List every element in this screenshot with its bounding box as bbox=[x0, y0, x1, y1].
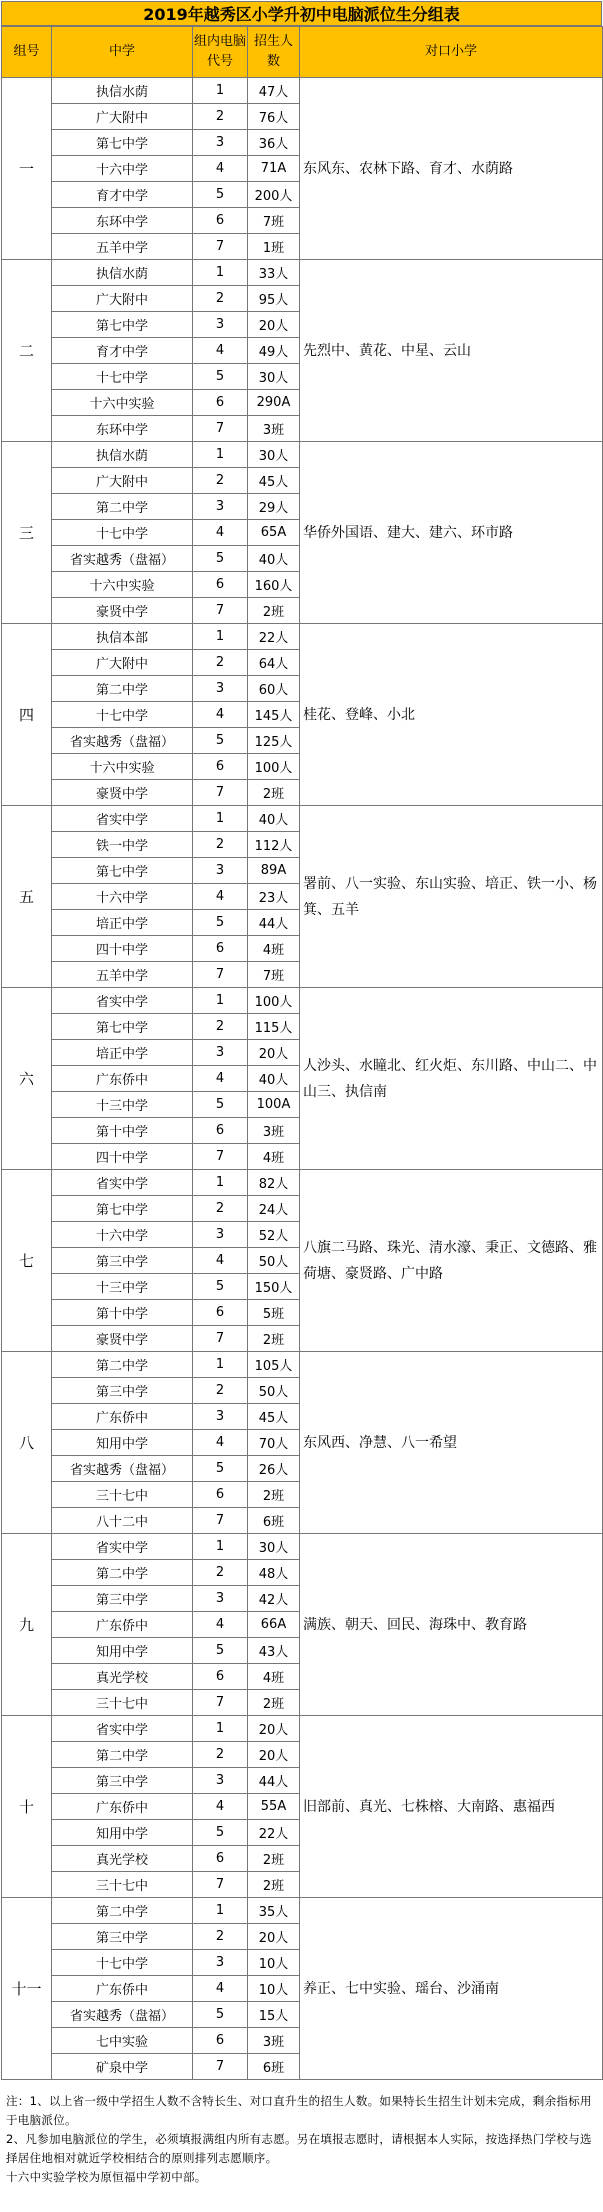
computer-code: 7 bbox=[193, 962, 248, 988]
note-3: 十六中实验学校为原恒福中学初中部。 bbox=[6, 2170, 207, 2184]
school-name: 执信水荫 bbox=[52, 260, 193, 286]
enrollment-count: 42人 bbox=[248, 1586, 300, 1612]
computer-code: 3 bbox=[193, 858, 248, 884]
computer-code: 6 bbox=[193, 754, 248, 780]
computer-code: 3 bbox=[193, 312, 248, 338]
school-name: 东环中学 bbox=[52, 208, 193, 234]
enrollment-count: 290A bbox=[248, 390, 300, 416]
computer-code: 1 bbox=[193, 988, 248, 1014]
enrollment-count: 22人 bbox=[248, 624, 300, 650]
school-name: 三十七中 bbox=[52, 1872, 193, 1898]
computer-code: 2 bbox=[193, 1196, 248, 1222]
school-name: 第三中学 bbox=[52, 1378, 193, 1404]
school-name: 豪贤中学 bbox=[52, 780, 193, 806]
school-name: 豪贤中学 bbox=[52, 1326, 193, 1352]
enrollment-count: 125人 bbox=[248, 728, 300, 754]
computer-code: 2 bbox=[193, 832, 248, 858]
computer-code: 4 bbox=[193, 884, 248, 910]
computer-code: 2 bbox=[193, 1560, 248, 1586]
enrollment-count: 33人 bbox=[248, 260, 300, 286]
school-name: 十六中学 bbox=[52, 884, 193, 910]
enrollment-count: 40人 bbox=[248, 806, 300, 832]
enrollment-count: 35人 bbox=[248, 1898, 300, 1924]
computer-code: 3 bbox=[193, 1404, 248, 1430]
enrollment-count: 3班 bbox=[248, 1118, 300, 1144]
computer-code: 1 bbox=[193, 1170, 248, 1196]
feeder-primary-schools: 八旗二马路、珠光、清水濠、秉正、文德路、雅荷塘、豪贤路、广中路 bbox=[300, 1170, 603, 1352]
school-name: 第三中学 bbox=[52, 1586, 193, 1612]
computer-code: 6 bbox=[193, 1300, 248, 1326]
school-name: 十六中实验 bbox=[52, 390, 193, 416]
enrollment-count: 100人 bbox=[248, 988, 300, 1014]
computer-code: 3 bbox=[193, 1222, 248, 1248]
school-name: 十三中学 bbox=[52, 1274, 193, 1300]
table-row bbox=[2, 1352, 603, 1378]
school-name: 广东侨中 bbox=[52, 1404, 193, 1430]
school-name: 矿泉中学 bbox=[52, 2054, 193, 2080]
enrollment-count: 7班 bbox=[248, 208, 300, 234]
enrollment-count: 20人 bbox=[248, 1040, 300, 1066]
computer-code: 5 bbox=[193, 1638, 248, 1664]
school-name: 十七中学 bbox=[52, 1950, 193, 1976]
school-name: 三十七中 bbox=[52, 1690, 193, 1716]
computer-code: 2 bbox=[193, 1378, 248, 1404]
school-name: 执信本部 bbox=[52, 624, 193, 650]
school-name: 四十中学 bbox=[52, 936, 193, 962]
school-name: 第二中学 bbox=[52, 676, 193, 702]
enrollment-count: 26人 bbox=[248, 1456, 300, 1482]
computer-code: 4 bbox=[193, 702, 248, 728]
feeder-primary-schools: 东风西、净慧、八一希望 bbox=[300, 1352, 603, 1534]
feeder-primary-schools: 养正、七中实验、瑶台、沙涌南 bbox=[300, 1898, 603, 2080]
enrollment-count: 52人 bbox=[248, 1222, 300, 1248]
school-name: 七中实验 bbox=[52, 2028, 193, 2054]
computer-code: 1 bbox=[193, 1352, 248, 1378]
computer-code: 1 bbox=[193, 624, 248, 650]
school-name: 知用中学 bbox=[52, 1820, 193, 1846]
school-name: 第三中学 bbox=[52, 1924, 193, 1950]
school-name: 广大附中 bbox=[52, 104, 193, 130]
computer-code: 3 bbox=[193, 676, 248, 702]
computer-code: 7 bbox=[193, 598, 248, 624]
enrollment-count: 1班 bbox=[248, 234, 300, 260]
enrollment-count: 4班 bbox=[248, 1144, 300, 1170]
school-name: 第二中学 bbox=[52, 1352, 193, 1378]
table-row bbox=[2, 442, 603, 468]
school-name: 省实中学 bbox=[52, 1716, 193, 1742]
header-primary: 对口小学 bbox=[300, 27, 603, 78]
school-name: 第二中学 bbox=[52, 1742, 193, 1768]
feeder-primary-schools: 东风东、农林下路、育才、水荫路 bbox=[300, 78, 603, 260]
school-name: 第二中学 bbox=[52, 1898, 193, 1924]
school-name: 十六中学 bbox=[52, 156, 193, 182]
computer-code: 4 bbox=[193, 1430, 248, 1456]
header-school: 中学 bbox=[52, 27, 193, 78]
computer-code: 2 bbox=[193, 1742, 248, 1768]
enrollment-count: 70人 bbox=[248, 1430, 300, 1456]
table-row bbox=[2, 1898, 603, 1924]
enrollment-count: 20人 bbox=[248, 1924, 300, 1950]
table-row bbox=[2, 1170, 603, 1196]
computer-code: 1 bbox=[193, 78, 248, 104]
enrollment-count: 30人 bbox=[248, 442, 300, 468]
enrollment-count: 2班 bbox=[248, 1690, 300, 1716]
computer-code: 6 bbox=[193, 1846, 248, 1872]
enrollment-count: 24人 bbox=[248, 1196, 300, 1222]
school-name: 省实中学 bbox=[52, 1170, 193, 1196]
school-name: 真光学校 bbox=[52, 1664, 193, 1690]
enrollment-count: 2班 bbox=[248, 1482, 300, 1508]
school-name: 省实中学 bbox=[52, 988, 193, 1014]
school-name: 十七中学 bbox=[52, 520, 193, 546]
enrollment-count: 65A bbox=[248, 520, 300, 546]
computer-code: 7 bbox=[193, 416, 248, 442]
enrollment-count: 45人 bbox=[248, 468, 300, 494]
enrollment-count: 20人 bbox=[248, 1716, 300, 1742]
enrollment-count: 145人 bbox=[248, 702, 300, 728]
school-name: 第七中学 bbox=[52, 312, 193, 338]
header-group: 组号 bbox=[2, 27, 52, 78]
computer-code: 2 bbox=[193, 1014, 248, 1040]
computer-code: 1 bbox=[193, 806, 248, 832]
enrollment-count: 66A bbox=[248, 1612, 300, 1638]
computer-code: 5 bbox=[193, 364, 248, 390]
enrollment-count: 30人 bbox=[248, 364, 300, 390]
school-name: 五羊中学 bbox=[52, 234, 193, 260]
note-1: 注：1、以上省一级中学招生人数不含特长生、对口直升生的招生人数。如果特长生招生计划未完成，剩余指标用于电脑派位。 bbox=[6, 2094, 592, 2127]
computer-code: 5 bbox=[193, 1274, 248, 1300]
school-name: 东环中学 bbox=[52, 416, 193, 442]
enrollment-count: 7班 bbox=[248, 962, 300, 988]
enrollment-count: 36人 bbox=[248, 130, 300, 156]
computer-code: 7 bbox=[193, 1326, 248, 1352]
computer-code: 3 bbox=[193, 1950, 248, 1976]
school-name: 十六中实验 bbox=[52, 754, 193, 780]
enrollment-count: 15人 bbox=[248, 2002, 300, 2028]
school-name: 广东侨中 bbox=[52, 1612, 193, 1638]
page bbox=[1, 1, 602, 2187]
computer-code: 7 bbox=[193, 1690, 248, 1716]
table-row bbox=[2, 1534, 603, 1560]
enrollment-count: 6班 bbox=[248, 2054, 300, 2080]
computer-code: 5 bbox=[193, 910, 248, 936]
school-name: 第七中学 bbox=[52, 1196, 193, 1222]
school-name: 广大附中 bbox=[52, 286, 193, 312]
computer-code: 7 bbox=[193, 1872, 248, 1898]
computer-code: 7 bbox=[193, 780, 248, 806]
school-name: 省实越秀（盘福） bbox=[52, 2002, 193, 2028]
computer-code: 6 bbox=[193, 1482, 248, 1508]
enrollment-count: 60人 bbox=[248, 676, 300, 702]
school-name: 豪贤中学 bbox=[52, 598, 193, 624]
table-title: 2019年越秀区小学升初中电脑派位生分组表 bbox=[1, 1, 602, 26]
school-name: 第十中学 bbox=[52, 1118, 193, 1144]
school-name: 第二中学 bbox=[52, 494, 193, 520]
school-name: 育才中学 bbox=[52, 338, 193, 364]
school-name: 省实中学 bbox=[52, 1534, 193, 1560]
computer-code: 3 bbox=[193, 1768, 248, 1794]
table-row bbox=[2, 260, 603, 286]
enrollment-count: 49人 bbox=[248, 338, 300, 364]
school-name: 第三中学 bbox=[52, 1248, 193, 1274]
school-name: 十七中学 bbox=[52, 364, 193, 390]
computer-code: 3 bbox=[193, 494, 248, 520]
school-name: 省实越秀（盘福） bbox=[52, 1456, 193, 1482]
school-name: 培正中学 bbox=[52, 1040, 193, 1066]
computer-code: 3 bbox=[193, 1586, 248, 1612]
feeder-primary-schools: 旧部前、真光、七株榕、大南路、惠福西 bbox=[300, 1716, 603, 1898]
school-name: 广大附中 bbox=[52, 650, 193, 676]
computer-code: 7 bbox=[193, 2054, 248, 2080]
enrollment-count: 3班 bbox=[248, 416, 300, 442]
computer-code: 1 bbox=[193, 442, 248, 468]
enrollment-count: 105人 bbox=[248, 1352, 300, 1378]
school-name: 五羊中学 bbox=[52, 962, 193, 988]
computer-code: 6 bbox=[193, 390, 248, 416]
school-name: 第十中学 bbox=[52, 1300, 193, 1326]
enrollment-count: 48人 bbox=[248, 1560, 300, 1586]
enrollment-count: 10人 bbox=[248, 1976, 300, 2002]
computer-code: 5 bbox=[193, 2002, 248, 2028]
school-name: 八十二中 bbox=[52, 1508, 193, 1534]
enrollment-count: 2班 bbox=[248, 780, 300, 806]
school-name: 广东侨中 bbox=[52, 1794, 193, 1820]
computer-code: 1 bbox=[193, 260, 248, 286]
feeder-primary-schools: 先烈中、黄花、中星、云山 bbox=[300, 260, 603, 442]
computer-code: 4 bbox=[193, 520, 248, 546]
group-number: 九 bbox=[2, 1534, 52, 1716]
enrollment-count: 4班 bbox=[248, 1664, 300, 1690]
computer-code: 5 bbox=[193, 728, 248, 754]
school-name: 执信水荫 bbox=[52, 442, 193, 468]
computer-code: 5 bbox=[193, 1456, 248, 1482]
computer-code: 5 bbox=[193, 182, 248, 208]
school-name: 省实中学 bbox=[52, 806, 193, 832]
computer-code: 2 bbox=[193, 286, 248, 312]
enrollment-count: 29人 bbox=[248, 494, 300, 520]
enrollment-count: 5班 bbox=[248, 1300, 300, 1326]
group-number: 三 bbox=[2, 442, 52, 624]
school-name: 第七中学 bbox=[52, 858, 193, 884]
computer-code: 1 bbox=[193, 1716, 248, 1742]
school-name: 省实越秀（盘福） bbox=[52, 546, 193, 572]
header-quota: 招生人数 bbox=[248, 27, 300, 78]
school-name: 广东侨中 bbox=[52, 1066, 193, 1092]
enrollment-count: 100A bbox=[248, 1092, 300, 1118]
computer-code: 2 bbox=[193, 1924, 248, 1950]
computer-code: 6 bbox=[193, 208, 248, 234]
enrollment-count: 2班 bbox=[248, 598, 300, 624]
enrollment-count: 10人 bbox=[248, 1950, 300, 1976]
enrollment-count: 23人 bbox=[248, 884, 300, 910]
computer-code: 4 bbox=[193, 338, 248, 364]
computer-code: 6 bbox=[193, 936, 248, 962]
computer-code: 7 bbox=[193, 1144, 248, 1170]
computer-code: 4 bbox=[193, 1066, 248, 1092]
enrollment-count: 76人 bbox=[248, 104, 300, 130]
enrollment-count: 2班 bbox=[248, 1872, 300, 1898]
computer-code: 7 bbox=[193, 234, 248, 260]
table-row bbox=[2, 806, 603, 832]
group-number: 二 bbox=[2, 260, 52, 442]
enrollment-count: 50人 bbox=[248, 1378, 300, 1404]
school-name: 广东侨中 bbox=[52, 1976, 193, 2002]
feeder-primary-schools: 华侨外国语、建大、建六、环市路 bbox=[300, 442, 603, 624]
school-name: 十七中学 bbox=[52, 702, 193, 728]
enrollment-count: 4班 bbox=[248, 936, 300, 962]
school-name: 育才中学 bbox=[52, 182, 193, 208]
school-name: 真光学校 bbox=[52, 1846, 193, 1872]
computer-code: 6 bbox=[193, 1664, 248, 1690]
computer-code: 6 bbox=[193, 1118, 248, 1144]
computer-code: 6 bbox=[193, 2028, 248, 2054]
enrollment-count: 45人 bbox=[248, 1404, 300, 1430]
computer-code: 6 bbox=[193, 572, 248, 598]
enrollment-count: 115人 bbox=[248, 1014, 300, 1040]
enrollment-count: 82人 bbox=[248, 1170, 300, 1196]
enrollment-count: 50人 bbox=[248, 1248, 300, 1274]
group-number: 四 bbox=[2, 624, 52, 806]
computer-code: 2 bbox=[193, 468, 248, 494]
group-number: 八 bbox=[2, 1352, 52, 1534]
enrollment-count: 6班 bbox=[248, 1508, 300, 1534]
note-2: 2、凡参加电脑派位的学生，必须填报满组内所有志愿。另在填报志愿时，请根据本人实际，按选择热门学校与选择居住地相对就近学校相结合的原则排列志愿顺序。 bbox=[6, 2132, 592, 2165]
table-body bbox=[2, 78, 603, 2080]
group-number: 一 bbox=[2, 78, 52, 260]
enrollment-count: 43人 bbox=[248, 1638, 300, 1664]
computer-code: 4 bbox=[193, 156, 248, 182]
enrollment-count: 20人 bbox=[248, 312, 300, 338]
school-name: 第三中学 bbox=[52, 1768, 193, 1794]
enrollment-count: 150人 bbox=[248, 1274, 300, 1300]
school-name: 知用中学 bbox=[52, 1430, 193, 1456]
enrollment-count: 30人 bbox=[248, 1534, 300, 1560]
school-name: 培正中学 bbox=[52, 910, 193, 936]
computer-code: 4 bbox=[193, 1248, 248, 1274]
computer-code: 1 bbox=[193, 1898, 248, 1924]
enrollment-count: 100人 bbox=[248, 754, 300, 780]
school-name: 十六中学 bbox=[52, 1222, 193, 1248]
enrollment-count: 44人 bbox=[248, 1768, 300, 1794]
computer-code: 3 bbox=[193, 130, 248, 156]
group-number: 七 bbox=[2, 1170, 52, 1352]
school-name: 十六中实验 bbox=[52, 572, 193, 598]
enrollment-count: 22人 bbox=[248, 1820, 300, 1846]
enrollment-count: 2班 bbox=[248, 1326, 300, 1352]
school-name: 广大附中 bbox=[52, 468, 193, 494]
group-number: 十 bbox=[2, 1716, 52, 1898]
computer-code: 3 bbox=[193, 1040, 248, 1066]
enrollment-count: 160人 bbox=[248, 572, 300, 598]
enrollment-count: 44人 bbox=[248, 910, 300, 936]
school-name: 四十中学 bbox=[52, 1144, 193, 1170]
computer-code: 2 bbox=[193, 650, 248, 676]
school-name: 执信水荫 bbox=[52, 78, 193, 104]
enrollment-count: 40人 bbox=[248, 1066, 300, 1092]
enrollment-count: 55A bbox=[248, 1794, 300, 1820]
computer-code: 4 bbox=[193, 1612, 248, 1638]
enrollment-count: 3班 bbox=[248, 2028, 300, 2054]
enrollment-count: 47人 bbox=[248, 78, 300, 104]
computer-code: 2 bbox=[193, 104, 248, 130]
school-name: 知用中学 bbox=[52, 1638, 193, 1664]
table-row bbox=[2, 78, 603, 104]
enrollment-count: 71A bbox=[248, 156, 300, 182]
school-name: 第七中学 bbox=[52, 1014, 193, 1040]
school-name: 省实越秀（盘福） bbox=[52, 728, 193, 754]
computer-code: 5 bbox=[193, 1820, 248, 1846]
computer-code: 5 bbox=[193, 1092, 248, 1118]
group-number: 五 bbox=[2, 806, 52, 988]
header-row bbox=[2, 27, 603, 78]
enrollment-count: 20人 bbox=[248, 1742, 300, 1768]
school-name: 十三中学 bbox=[52, 1092, 193, 1118]
feeder-primary-schools: 人沙头、水瞳北、红火炬、东川路、中山二、中山三、执信南 bbox=[300, 988, 603, 1170]
table-row bbox=[2, 988, 603, 1014]
feeder-primary-schools: 满族、朝天、回民、海珠中、教育路 bbox=[300, 1534, 603, 1716]
computer-code: 5 bbox=[193, 546, 248, 572]
computer-code: 7 bbox=[193, 1508, 248, 1534]
enrollment-count: 40人 bbox=[248, 546, 300, 572]
enrollment-count: 112人 bbox=[248, 832, 300, 858]
enrollment-count: 95人 bbox=[248, 286, 300, 312]
computer-code: 4 bbox=[193, 1976, 248, 2002]
feeder-primary-schools: 桂花、登峰、小北 bbox=[300, 624, 603, 806]
enrollment-count: 89A bbox=[248, 858, 300, 884]
table-row bbox=[2, 624, 603, 650]
header-code: 组内电脑代号 bbox=[193, 27, 248, 78]
school-name: 铁一中学 bbox=[52, 832, 193, 858]
school-name: 第七中学 bbox=[52, 130, 193, 156]
school-name: 三十七中 bbox=[52, 1482, 193, 1508]
table-row bbox=[2, 1716, 603, 1742]
computer-code: 1 bbox=[193, 1534, 248, 1560]
allocation-table bbox=[1, 26, 603, 2080]
school-name: 第二中学 bbox=[52, 1560, 193, 1586]
group-number: 六 bbox=[2, 988, 52, 1170]
enrollment-count: 200人 bbox=[248, 182, 300, 208]
enrollment-count: 64人 bbox=[248, 650, 300, 676]
group-number: 十一 bbox=[2, 1898, 52, 2080]
notes bbox=[1, 2080, 602, 2187]
computer-code: 4 bbox=[193, 1794, 248, 1820]
enrollment-count: 2班 bbox=[248, 1846, 300, 1872]
feeder-primary-schools: 署前、八一实验、东山实验、培正、铁一小、杨箕、五羊 bbox=[300, 806, 603, 988]
